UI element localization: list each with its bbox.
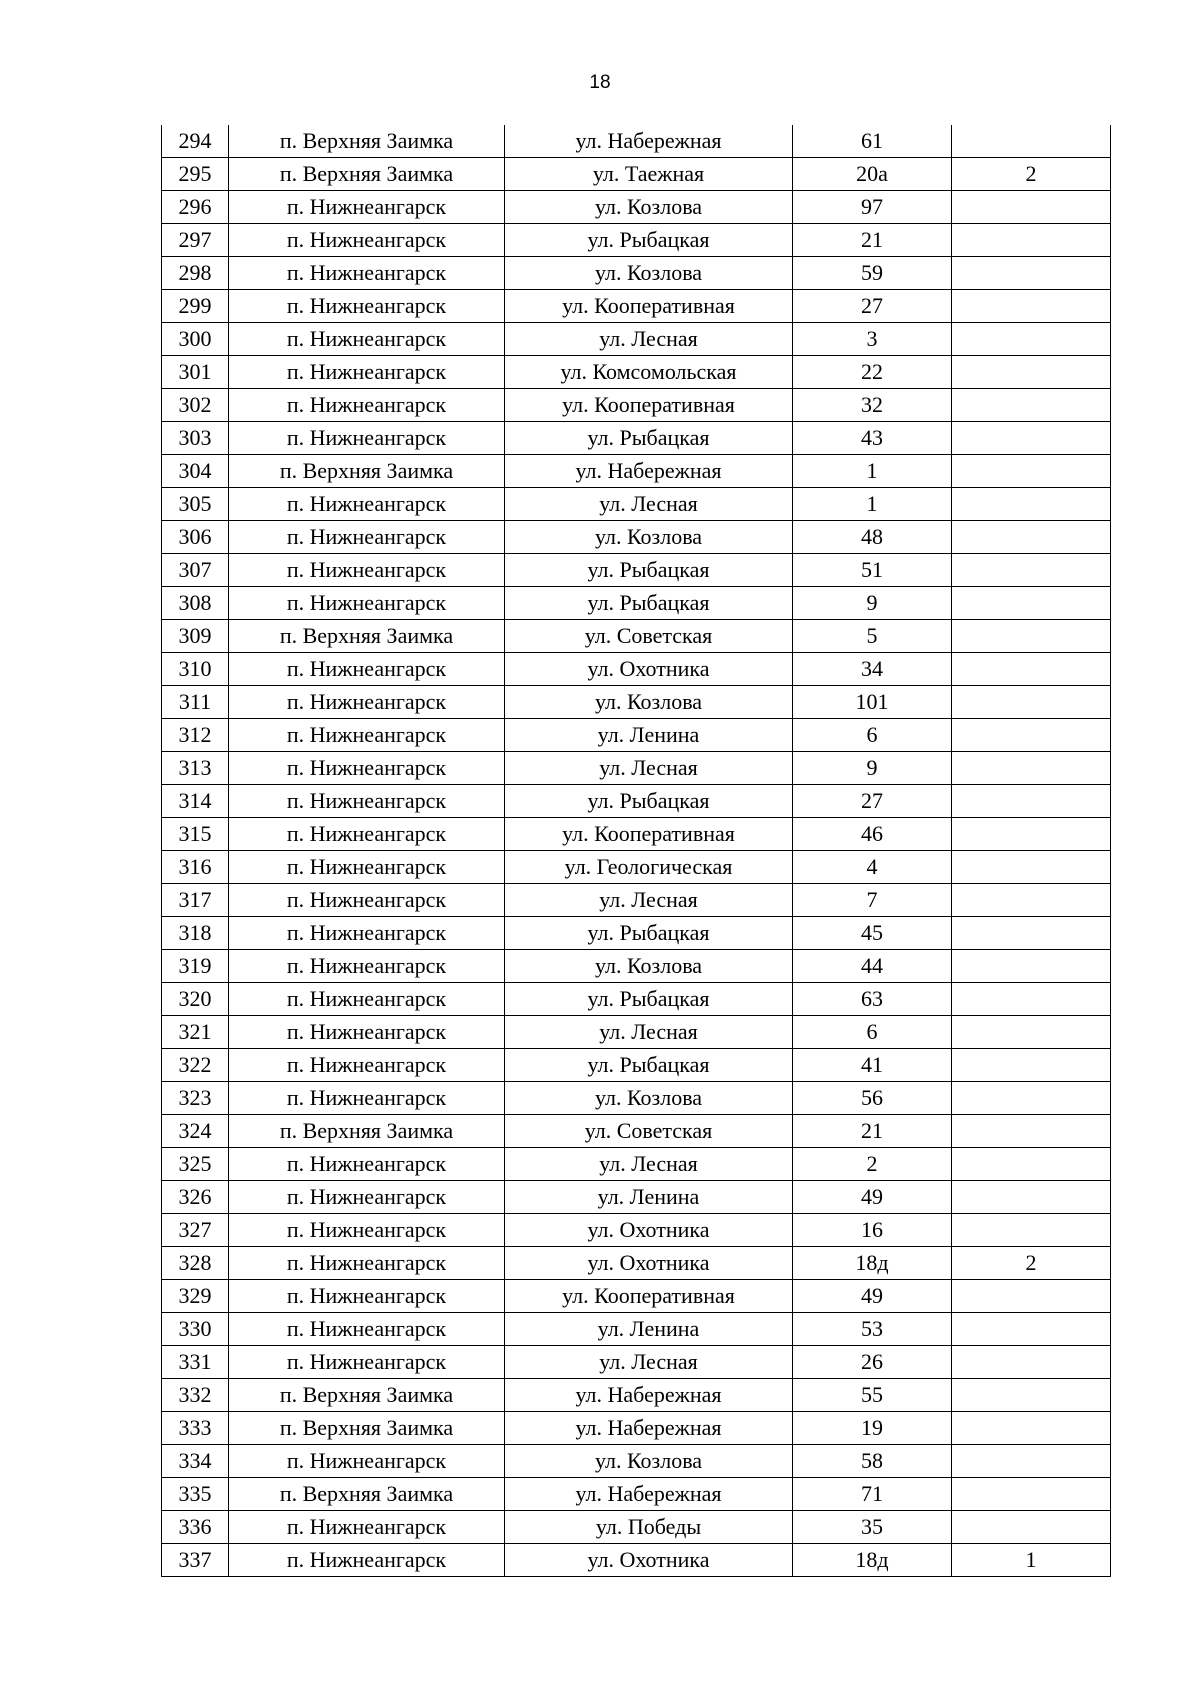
table-row [162,620,1111,653]
settlement-cell: п. Нижнеангарск [229,356,505,389]
house-number-cell: 6 [793,719,952,752]
row-number-cell: 308 [162,587,229,620]
table-row [162,1181,1111,1214]
table-row [162,422,1111,455]
settlement-cell: п. Верхняя Заимка [229,158,505,191]
street-cell: ул. Набережная [505,455,793,488]
row-number-cell: 333 [162,1412,229,1445]
house-number-cell: 1 [793,488,952,521]
extra-cell [952,125,1111,158]
street-cell: ул. Козлова [505,1445,793,1478]
table-row [162,191,1111,224]
extra-cell [952,224,1111,257]
street-cell: ул. Победы [505,1511,793,1544]
table-row [162,785,1111,818]
table-row [162,587,1111,620]
table-row [162,1280,1111,1313]
table-row [162,851,1111,884]
table-row [162,983,1111,1016]
street-cell: ул. Геологическая [505,851,793,884]
extra-cell [952,488,1111,521]
table-row [162,1346,1111,1379]
extra-cell [952,1313,1111,1346]
house-number-cell: 61 [793,125,952,158]
street-cell: ул. Рыбацкая [505,785,793,818]
house-number-cell: 22 [793,356,952,389]
house-number-cell: 55 [793,1379,952,1412]
house-number-cell: 58 [793,1445,952,1478]
settlement-cell: п. Нижнеангарск [229,1280,505,1313]
row-number-cell: 336 [162,1511,229,1544]
street-cell: ул. Набережная [505,1412,793,1445]
street-cell: ул. Кооперативная [505,1280,793,1313]
row-number-cell: 303 [162,422,229,455]
street-cell: ул. Лесная [505,884,793,917]
table-row [162,323,1111,356]
extra-cell [952,455,1111,488]
street-cell: ул. Лесная [505,1016,793,1049]
extra-cell [952,521,1111,554]
table-row [162,686,1111,719]
extra-cell [952,851,1111,884]
house-number-cell: 19 [793,1412,952,1445]
row-number-cell: 330 [162,1313,229,1346]
house-number-cell: 44 [793,950,952,983]
table-row [162,158,1111,191]
settlement-cell: п. Нижнеангарск [229,851,505,884]
extra-cell [952,1478,1111,1511]
settlement-cell: п. Нижнеангарск [229,257,505,290]
table-row [162,950,1111,983]
street-cell: ул. Охотника [505,1544,793,1577]
settlement-cell: п. Верхняя Заимка [229,1412,505,1445]
settlement-cell: п. Верхняя Заимка [229,620,505,653]
street-cell: ул. Козлова [505,950,793,983]
settlement-cell: п. Нижнеангарск [229,1214,505,1247]
settlement-cell: п. Нижнеангарск [229,422,505,455]
extra-cell [952,983,1111,1016]
extra-cell [952,1214,1111,1247]
table-row [162,818,1111,851]
table-row [162,356,1111,389]
row-number-cell: 314 [162,785,229,818]
extra-cell [952,1511,1111,1544]
table-row [162,1478,1111,1511]
settlement-cell: п. Верхняя Заимка [229,1379,505,1412]
extra-cell [952,785,1111,818]
table-row [162,389,1111,422]
settlement-cell: п. Нижнеангарск [229,1445,505,1478]
house-number-cell: 32 [793,389,952,422]
table-row [162,257,1111,290]
street-cell: ул. Кооперативная [505,290,793,323]
row-number-cell: 320 [162,983,229,1016]
house-number-cell: 27 [793,290,952,323]
extra-cell [952,620,1111,653]
row-number-cell: 302 [162,389,229,422]
house-number-cell: 46 [793,818,952,851]
table-row [162,917,1111,950]
house-number-cell: 71 [793,1478,952,1511]
street-cell: ул. Набережная [505,1379,793,1412]
house-number-cell: 101 [793,686,952,719]
house-number-cell: 4 [793,851,952,884]
settlement-cell: п. Нижнеангарск [229,917,505,950]
address-table [161,125,1111,1577]
row-number-cell: 326 [162,1181,229,1214]
row-number-cell: 319 [162,950,229,983]
settlement-cell: п. Нижнеангарск [229,752,505,785]
table-row [162,1082,1111,1115]
extra-cell [952,917,1111,950]
row-number-cell: 315 [162,818,229,851]
street-cell: ул. Лесная [505,323,793,356]
row-number-cell: 297 [162,224,229,257]
street-cell: ул. Набережная [505,125,793,158]
house-number-cell: 21 [793,224,952,257]
street-cell: ул. Ленина [505,1181,793,1214]
street-cell: ул. Советская [505,1115,793,1148]
street-cell: ул. Охотника [505,1247,793,1280]
extra-cell [952,1049,1111,1082]
house-number-cell: 2 [793,1148,952,1181]
row-number-cell: 318 [162,917,229,950]
settlement-cell: п. Нижнеангарск [229,1049,505,1082]
house-number-cell: 27 [793,785,952,818]
street-cell: ул. Козлова [505,1082,793,1115]
extra-cell [952,1280,1111,1313]
extra-cell: 1 [952,1544,1111,1577]
settlement-cell: п. Нижнеангарск [229,488,505,521]
row-number-cell: 311 [162,686,229,719]
row-number-cell: 313 [162,752,229,785]
street-cell: ул. Таежная [505,158,793,191]
table-row [162,554,1111,587]
house-number-cell: 21 [793,1115,952,1148]
house-number-cell: 53 [793,1313,952,1346]
house-number-cell: 35 [793,1511,952,1544]
row-number-cell: 331 [162,1346,229,1379]
settlement-cell: п. Нижнеангарск [229,323,505,356]
table-row [162,1544,1111,1577]
street-cell: ул. Советская [505,620,793,653]
settlement-cell: п. Верхняя Заимка [229,455,505,488]
settlement-cell: п. Верхняя Заимка [229,1478,505,1511]
extra-cell [952,1445,1111,1478]
table-row [162,1247,1111,1280]
street-cell: ул. Кооперативная [505,818,793,851]
table-row [162,719,1111,752]
street-cell: ул. Рыбацкая [505,554,793,587]
house-number-cell: 48 [793,521,952,554]
row-number-cell: 323 [162,1082,229,1115]
address-table-body [162,125,1111,1577]
row-number-cell: 296 [162,191,229,224]
table-row [162,1445,1111,1478]
street-cell: ул. Козлова [505,686,793,719]
settlement-cell: п. Нижнеангарск [229,1544,505,1577]
table-row [162,1511,1111,1544]
house-number-cell: 16 [793,1214,952,1247]
street-cell: ул. Рыбацкая [505,224,793,257]
table-row [162,1379,1111,1412]
row-number-cell: 305 [162,488,229,521]
settlement-cell: п. Верхняя Заимка [229,1115,505,1148]
house-number-cell: 43 [793,422,952,455]
settlement-cell: п. Нижнеангарск [229,1511,505,1544]
row-number-cell: 317 [162,884,229,917]
row-number-cell: 312 [162,719,229,752]
settlement-cell: п. Нижнеангарск [229,653,505,686]
row-number-cell: 329 [162,1280,229,1313]
house-number-cell: 18д [793,1544,952,1577]
row-number-cell: 298 [162,257,229,290]
house-number-cell: 5 [793,620,952,653]
house-number-cell: 51 [793,554,952,587]
row-number-cell: 325 [162,1148,229,1181]
settlement-cell: п. Нижнеангарск [229,389,505,422]
extra-cell [952,257,1111,290]
row-number-cell: 324 [162,1115,229,1148]
street-cell: ул. Рыбацкая [505,917,793,950]
street-cell: ул. Рыбацкая [505,1049,793,1082]
street-cell: ул. Набережная [505,1478,793,1511]
street-cell: ул. Ленина [505,1313,793,1346]
row-number-cell: 334 [162,1445,229,1478]
house-number-cell: 9 [793,752,952,785]
settlement-cell: п. Нижнеангарск [229,1346,505,1379]
street-cell: ул. Охотника [505,1214,793,1247]
extra-cell [952,752,1111,785]
settlement-cell: п. Нижнеангарск [229,224,505,257]
extra-cell [952,653,1111,686]
settlement-cell: п. Нижнеангарск [229,1148,505,1181]
settlement-cell: п. Нижнеангарск [229,983,505,1016]
page-number: 18 [589,72,611,93]
settlement-cell: п. Нижнеангарск [229,1313,505,1346]
settlement-cell: п. Нижнеангарск [229,191,505,224]
extra-cell [952,323,1111,356]
row-number-cell: 328 [162,1247,229,1280]
extra-cell [952,1082,1111,1115]
row-number-cell: 295 [162,158,229,191]
table-row [162,884,1111,917]
house-number-cell: 1 [793,455,952,488]
extra-cell [952,290,1111,323]
extra-cell [952,191,1111,224]
street-cell: ул. Комсомольская [505,356,793,389]
table-row [162,224,1111,257]
extra-cell [952,884,1111,917]
house-number-cell: 97 [793,191,952,224]
row-number-cell: 309 [162,620,229,653]
table-row [162,1016,1111,1049]
extra-cell [952,356,1111,389]
house-number-cell: 45 [793,917,952,950]
extra-cell [952,719,1111,752]
street-cell: ул. Козлова [505,257,793,290]
row-number-cell: 299 [162,290,229,323]
row-number-cell: 310 [162,653,229,686]
house-number-cell: 59 [793,257,952,290]
settlement-cell: п. Верхняя Заимка [229,125,505,158]
extra-cell [952,818,1111,851]
house-number-cell: 41 [793,1049,952,1082]
street-cell: ул. Лесная [505,752,793,785]
house-number-cell: 26 [793,1346,952,1379]
extra-cell: 2 [952,158,1111,191]
street-cell: ул. Кооперативная [505,389,793,422]
settlement-cell: п. Нижнеангарск [229,818,505,851]
table-row [162,1049,1111,1082]
settlement-cell: п. Нижнеангарск [229,1082,505,1115]
house-number-cell: 9 [793,587,952,620]
row-number-cell: 327 [162,1214,229,1247]
table-row [162,488,1111,521]
settlement-cell: п. Нижнеангарск [229,719,505,752]
row-number-cell: 316 [162,851,229,884]
row-number-cell: 335 [162,1478,229,1511]
extra-cell [952,587,1111,620]
table-row [162,1115,1111,1148]
street-cell: ул. Козлова [505,191,793,224]
row-number-cell: 332 [162,1379,229,1412]
row-number-cell: 307 [162,554,229,587]
row-number-cell: 306 [162,521,229,554]
extra-cell [952,950,1111,983]
table-row [162,1214,1111,1247]
extra-cell [952,1412,1111,1445]
table-row [162,521,1111,554]
table-row [162,1412,1111,1445]
house-number-cell: 20а [793,158,952,191]
extra-cell [952,1016,1111,1049]
extra-cell [952,1181,1111,1214]
settlement-cell: п. Нижнеангарск [229,884,505,917]
house-number-cell: 18д [793,1247,952,1280]
street-cell: ул. Охотника [505,653,793,686]
house-number-cell: 49 [793,1181,952,1214]
row-number-cell: 301 [162,356,229,389]
settlement-cell: п. Нижнеангарск [229,785,505,818]
settlement-cell: п. Нижнеангарск [229,1247,505,1280]
table-row [162,653,1111,686]
street-cell: ул. Ленина [505,719,793,752]
row-number-cell: 321 [162,1016,229,1049]
street-cell: ул. Рыбацкая [505,983,793,1016]
house-number-cell: 6 [793,1016,952,1049]
extra-cell [952,1379,1111,1412]
row-number-cell: 337 [162,1544,229,1577]
extra-cell: 2 [952,1247,1111,1280]
street-cell: ул. Лесная [505,1346,793,1379]
house-number-cell: 63 [793,983,952,1016]
house-number-cell: 49 [793,1280,952,1313]
settlement-cell: п. Нижнеангарск [229,290,505,323]
extra-cell [952,389,1111,422]
extra-cell [952,422,1111,455]
house-number-cell: 7 [793,884,952,917]
extra-cell [952,1148,1111,1181]
extra-cell [952,1115,1111,1148]
house-number-cell: 34 [793,653,952,686]
table-row [162,455,1111,488]
settlement-cell: п. Нижнеангарск [229,554,505,587]
street-cell: ул. Рыбацкая [505,587,793,620]
settlement-cell: п. Нижнеангарск [229,950,505,983]
table-row [162,1313,1111,1346]
table-row [162,752,1111,785]
street-cell: ул. Лесная [505,1148,793,1181]
house-number-cell: 3 [793,323,952,356]
extra-cell [952,1346,1111,1379]
house-number-cell: 56 [793,1082,952,1115]
street-cell: ул. Лесная [505,488,793,521]
street-cell: ул. Козлова [505,521,793,554]
settlement-cell: п. Нижнеангарск [229,1016,505,1049]
table-row [162,1148,1111,1181]
row-number-cell: 322 [162,1049,229,1082]
settlement-cell: п. Нижнеангарск [229,1181,505,1214]
street-cell: ул. Рыбацкая [505,422,793,455]
settlement-cell: п. Нижнеангарск [229,521,505,554]
settlement-cell: п. Нижнеангарск [229,686,505,719]
table-row [162,290,1111,323]
row-number-cell: 294 [162,125,229,158]
extra-cell [952,686,1111,719]
row-number-cell: 304 [162,455,229,488]
table-row [162,125,1111,158]
row-number-cell: 300 [162,323,229,356]
settlement-cell: п. Нижнеангарск [229,587,505,620]
extra-cell [952,554,1111,587]
